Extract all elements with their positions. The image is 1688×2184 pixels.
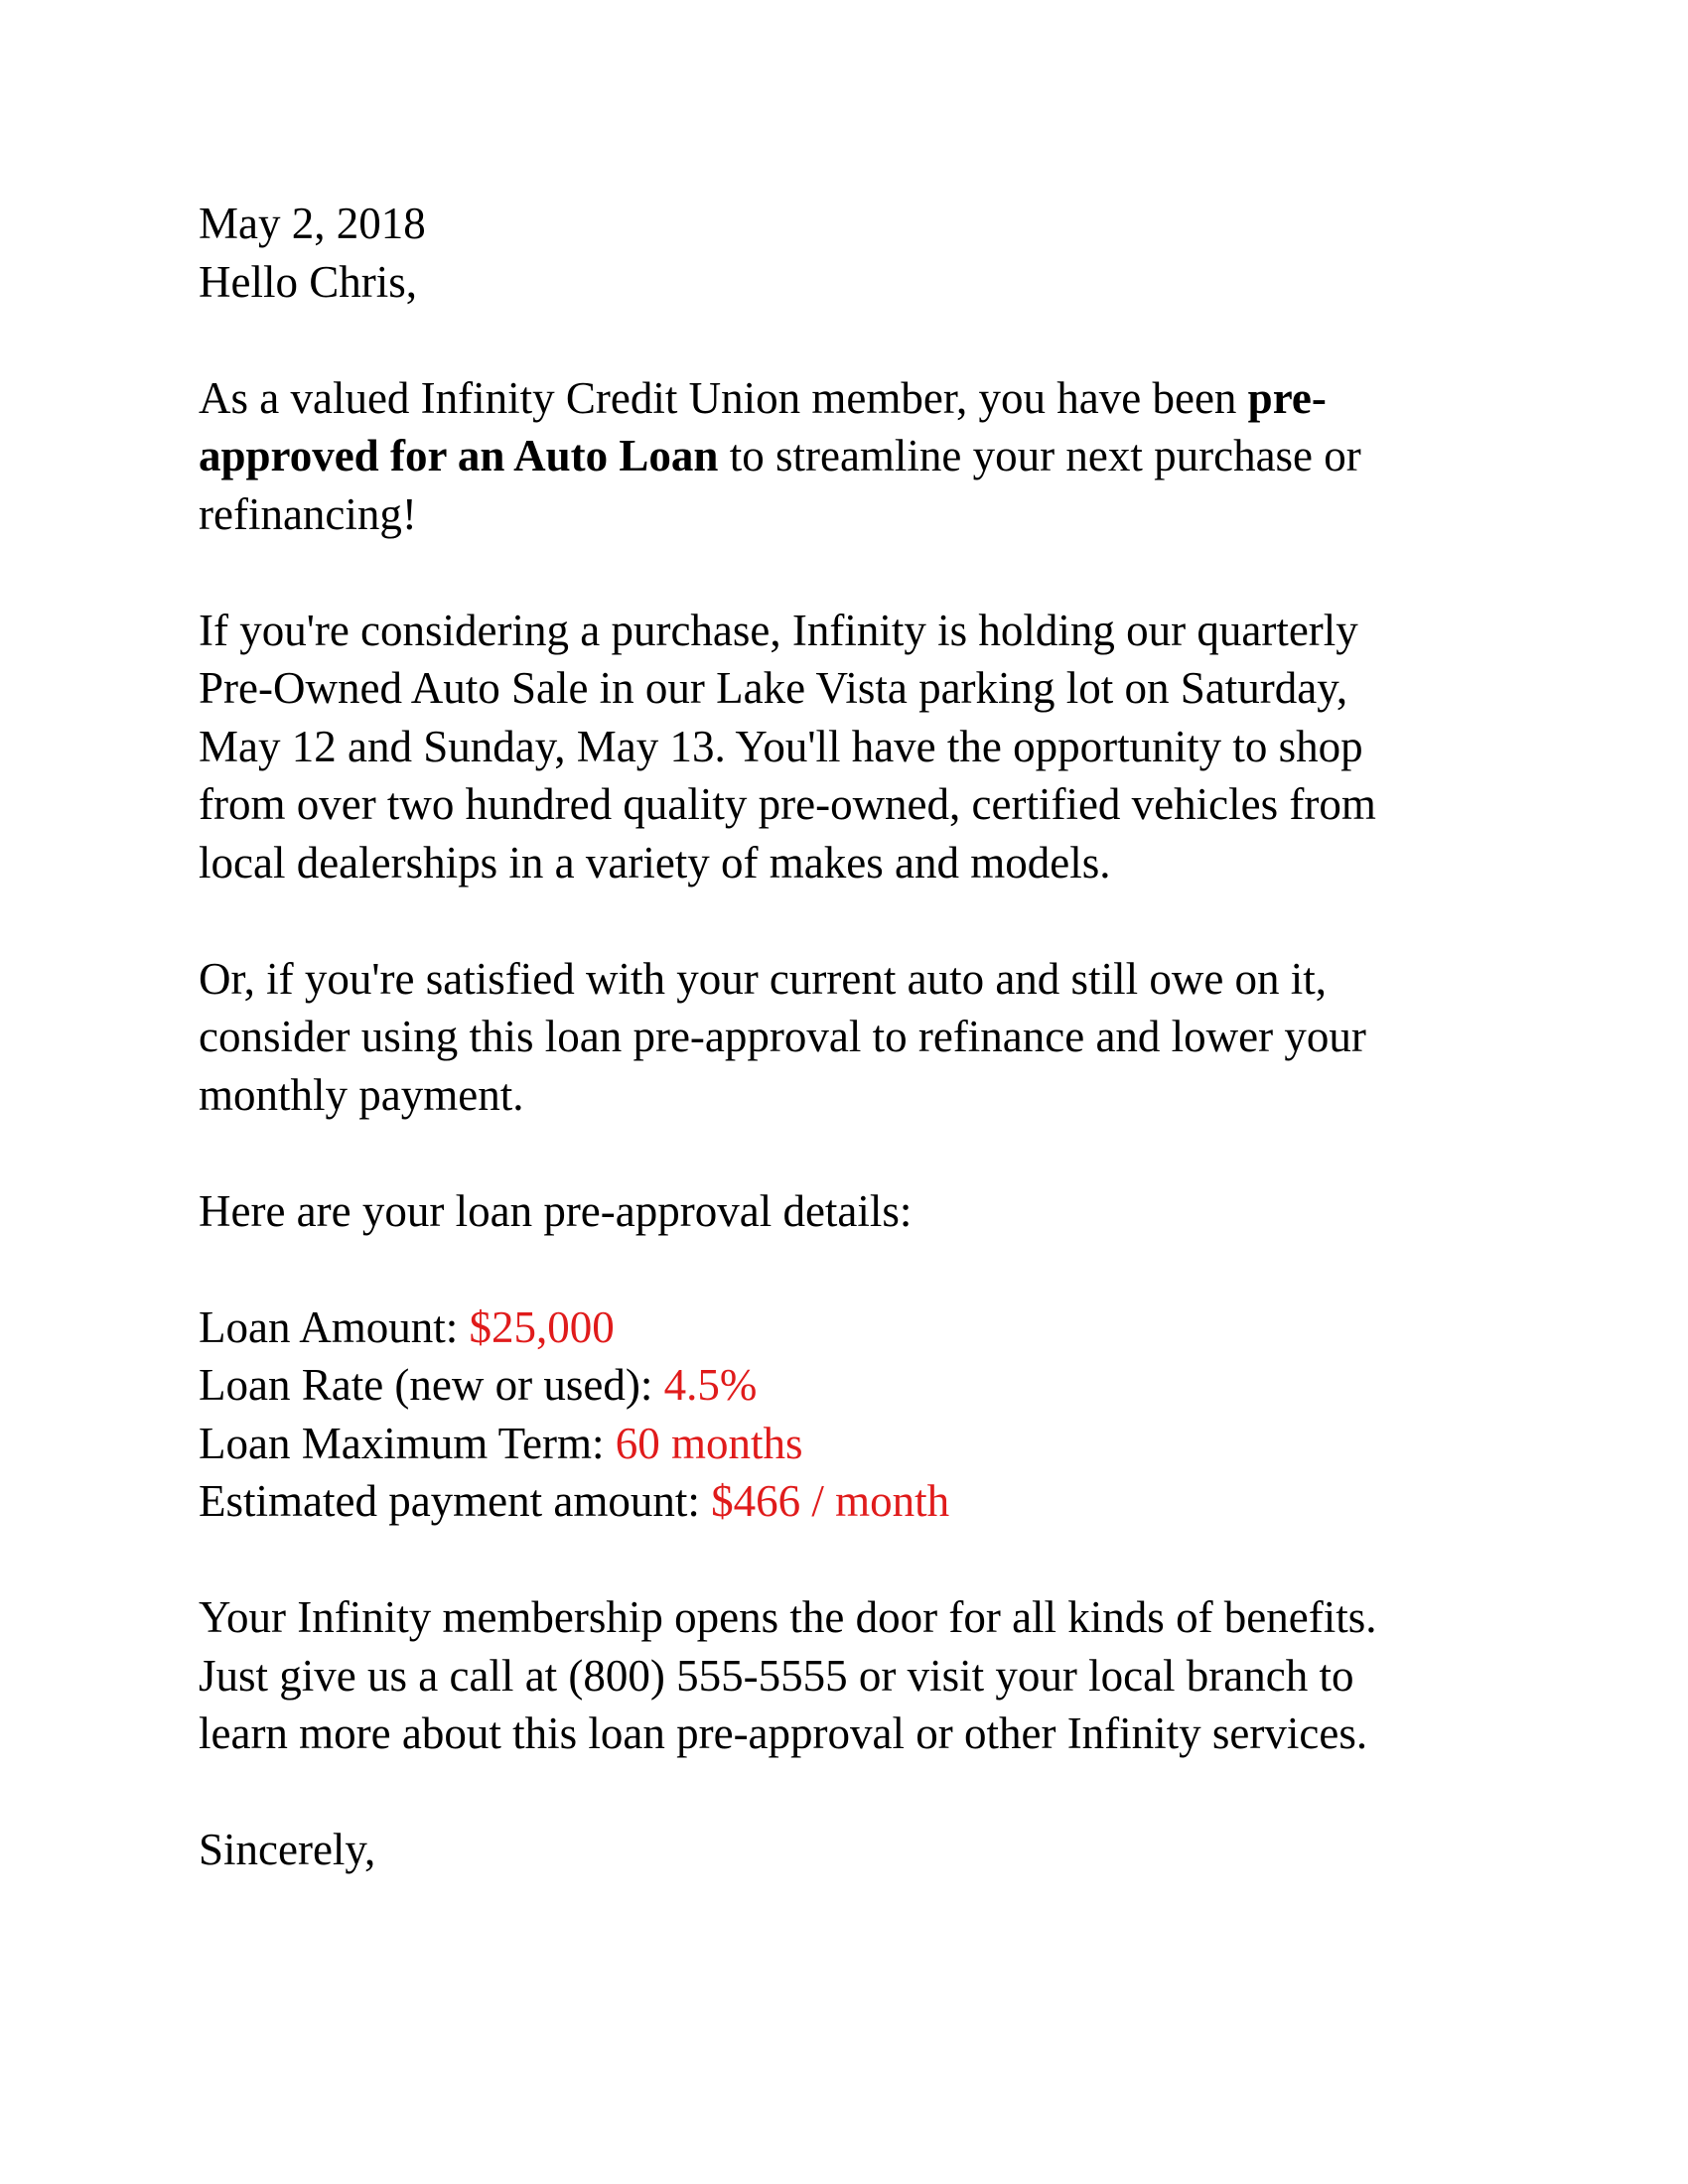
detail-label: Estimated payment amount: [199, 1476, 712, 1526]
intro-text-line3: refinancing! [199, 488, 417, 539]
detail-label: Loan Maximum Term: [199, 1418, 616, 1468]
detail-loan-rate [199, 1356, 1489, 1415]
membership-paragraph: Your Infinity membership opens the door for all kinds of benefits. Just give us a call at (800) 555-5555 or visit your local branch to learn more about this loan pre-approval or other Infinity services. [199, 1592, 1377, 1758]
sale-paragraph: If you're considering a purchase, Infinity is holding our quarterly Pre-Owned Auto Sale in our Lake Vista parking lot on Saturday, May 12 and Sunday, May 13. You'll have the opportunity to shop from over two hundred quality pre-owned, certified vehicles from local dealerships in a variety of makes and models. [199, 605, 1376, 887]
detail-value: 60 months [615, 1418, 803, 1468]
details-intro: Here are your loan pre-approval details: [199, 1185, 913, 1236]
spacer [199, 1124, 1489, 1182]
detail-value: 4.5% [663, 1360, 758, 1410]
intro-paragraph [199, 369, 1489, 544]
detail-value: $466 / month [711, 1476, 950, 1526]
detail-label: Loan Rate (new or used): [199, 1360, 664, 1410]
refinance-paragraph: Or, if you're satisfied with your current auto and still owe on it, consider using this loan pre-approval to refinance and lower your monthly payment. [199, 953, 1366, 1120]
detail-loan-term [199, 1415, 1489, 1473]
detail-label: Loan Amount: [199, 1301, 470, 1352]
spacer [199, 891, 1489, 950]
spacer [199, 1240, 1489, 1298]
intro-text-line1a: As a valued Infinity Credit Union member, you have been [199, 372, 1248, 423]
spacer [199, 1531, 1489, 1589]
spacer [199, 311, 1489, 369]
letter-closing: Sincerely, [199, 1825, 376, 1874]
intro-text-line2b: to streamline your next purchase or [718, 431, 1361, 480]
intro-bold-line1: pre- [1247, 372, 1327, 423]
detail-value: $25,000 [469, 1301, 615, 1352]
detail-loan-amount [199, 1298, 1489, 1357]
letter-body [199, 195, 1489, 1879]
detail-estimated-payment [199, 1472, 1489, 1531]
spacer [199, 1763, 1489, 1822]
spacer [199, 543, 1489, 602]
letter-date: May 2, 2018 [199, 199, 426, 248]
intro-bold-line2: approved for an Auto Loan [199, 431, 719, 480]
loan-details-list [199, 1298, 1489, 1531]
letter-greeting: Hello Chris, [199, 256, 417, 307]
